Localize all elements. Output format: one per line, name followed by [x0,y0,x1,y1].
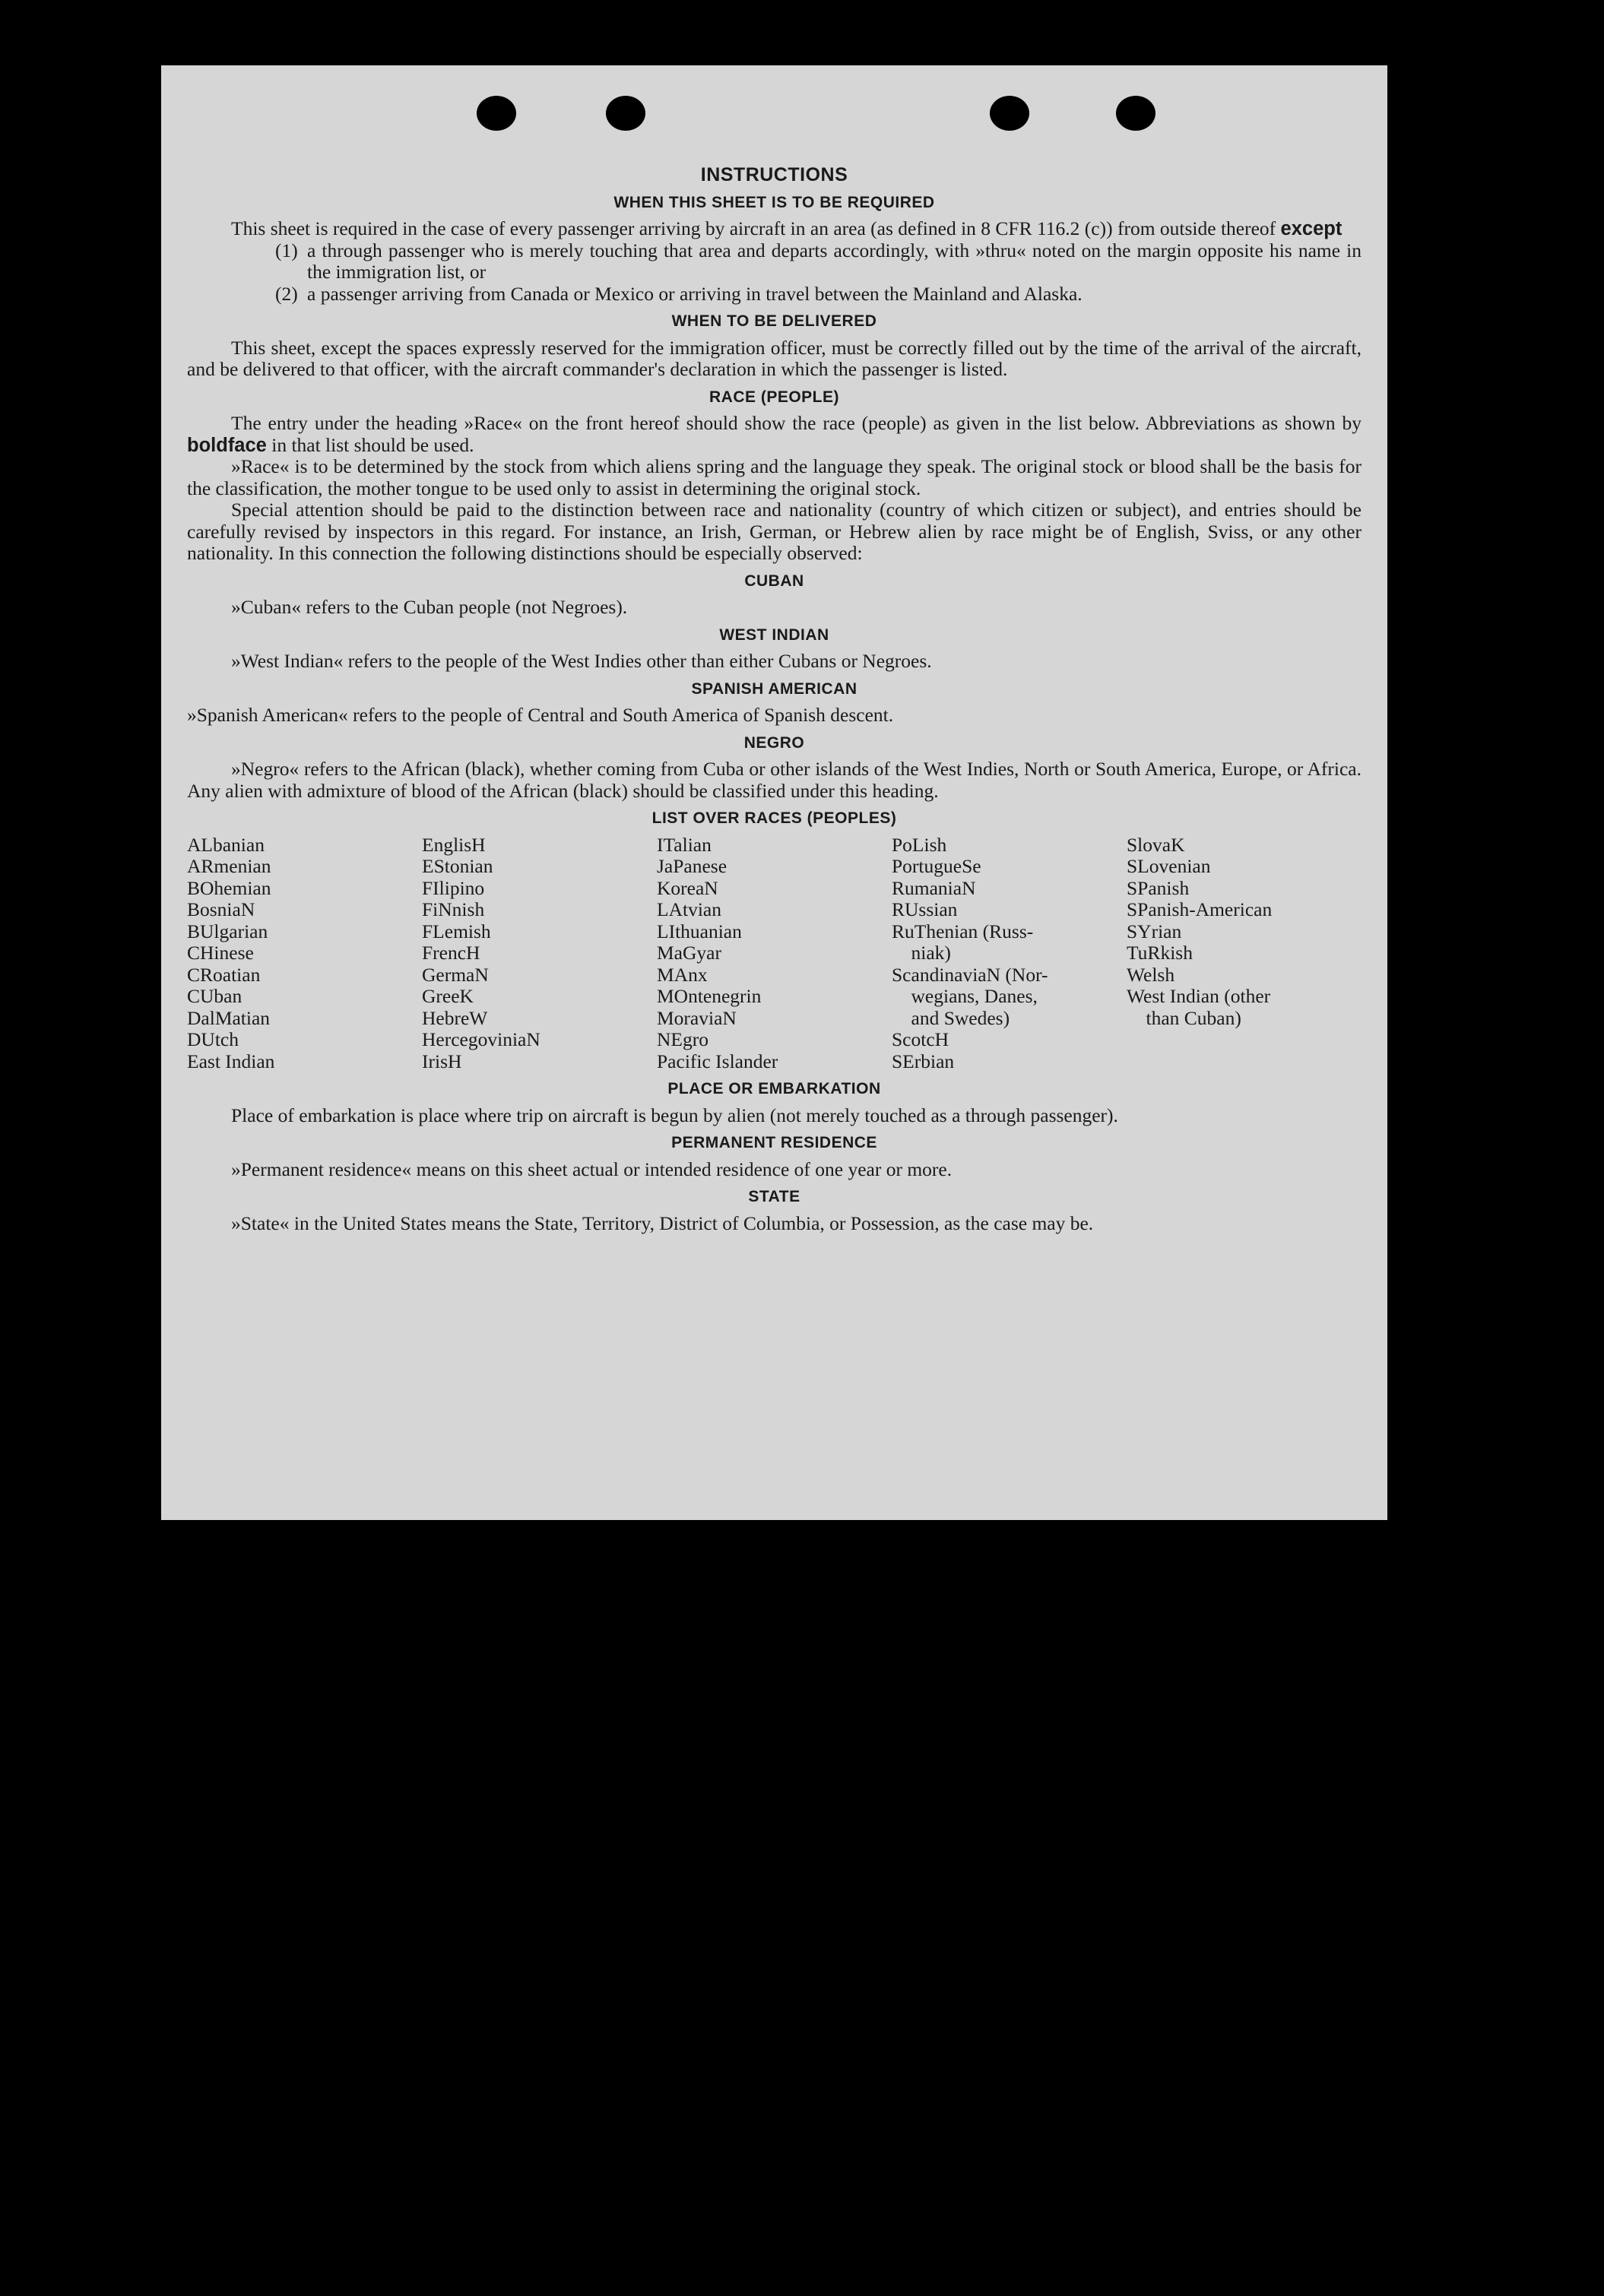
item-text: a passenger arriving from Canada or Mexico or arriving in travel between the Mainland and Alaska. [307,282,1083,305]
race-entry: FiNnish [422,898,485,920]
race-entry: RumaniaN [892,876,976,899]
heading-race: RACE (PEOPLE) [708,388,839,406]
race-entry: PortugueSe [892,855,981,877]
race-entry: EStonian [422,855,493,877]
paragraph-embarkation: Place of embarkation is place where trip on aircraft is begun by alien (not merely touched as a through passenger). [231,1104,1118,1126]
race-entry: GreeK [422,985,474,1007]
paragraph-permanent-residence: »Permanent residence« means on this sheet actual or intended residence of one year or more. [231,1158,953,1180]
race-entry: niak) [892,942,951,964]
race-entry: CUban [187,985,243,1007]
race-entry: MoraviaN [657,1006,737,1029]
race-entry: RuThenian (Russ- [892,920,1034,942]
race-entry: HebreW [422,1006,488,1029]
heading-spanish-american: SPANISH AMERICAN [691,679,857,698]
paragraph-state: »State« in the United States means the State, Territory, District of Columbia, or Possession, as the case may be. [231,1211,1094,1234]
page-title: INSTRUCTIONS [700,164,848,185]
race-entry: CRoatian [187,963,261,986]
punch-hole [606,96,645,131]
required-intro: This sheet is required in the case of every passenger arriving by aircraft in an area (as defined in 8 CFR 116.2 (c)) from outside thereof [231,217,1276,239]
race-entry: SErbian [892,1050,955,1072]
race-entry: ScandinaviaN (Nor- [892,963,1048,986]
race-entry: HercegoviniaN [422,1028,540,1050]
item-number: (1) [275,239,298,261]
heading-west-indian: WEST INDIAN [719,625,829,644]
race-entry: Pacific Islander [657,1050,778,1072]
race-entry: DUtch [187,1028,239,1050]
race-entry: PoLish [892,833,947,856]
race-entry: MOntenegrin [657,985,762,1007]
race-entry: NEgro [657,1028,708,1050]
race-entry: than Cuban) [1127,1006,1241,1029]
race-entry: LIthuanian [657,920,742,942]
race-p1-before: The entry under the heading »Race« on the front hereof should show the race (people) as given in the list below. Abbreviations as shown by [231,412,1361,434]
race-entry: SPanish [1127,876,1190,899]
paragraph-west-indian: »West Indian« refers to the people of the West Indies other than either Cubans or Negroes. [231,650,932,672]
heading-when-required: WHEN THIS SHEET IS TO BE REQUIRED [613,193,935,211]
punch-hole [477,96,516,131]
heading-permanent-residence: PERMANENT RESIDENCE [671,1134,877,1151]
race-entry: BOhemian [187,876,271,899]
race-entry: MaGyar [657,942,721,964]
paragraph-required [187,218,1361,240]
heading-cuban: CUBAN [744,572,804,590]
race-column [657,834,892,1073]
item-number: (2) [275,282,298,305]
race-entry: TuRkish [1127,942,1193,964]
heading-race-list: LIST OVER RACES (PEOPLES) [651,809,897,827]
instructions-content [187,164,1361,1234]
race-entry: BosniaN [187,898,255,920]
punch-hole [1116,96,1155,131]
race-list [187,834,1361,1073]
boldface-word: boldface [187,434,267,456]
paragraph-negro: »Negro« refers to the African (black), whether coming from Cuba or other islands of the West Indies, North or South America, Europe, or Africa. Any alien with admixture of blood of the African (black) should be classified under this heading. [187,758,1361,802]
race-column [187,834,422,1073]
race-entry: BUlgarian [187,920,268,942]
race-entry: ITalian [657,833,712,856]
item-text: a through passenger who is merely touching that area and departs accordingly, with »thru« noted on the margin opposite his name in the immigration list, or [307,239,1361,283]
race-entry: wegians, Danes, [892,985,1038,1007]
race-entry: GermaN [422,963,489,986]
race-entry: JaPanese [657,855,728,877]
race-entry: RUssian [892,898,958,920]
race-entry: IrisH [422,1050,462,1072]
except-word: except [1280,218,1342,239]
race-column [1127,834,1361,1073]
race-entry: ALbanian [187,833,265,856]
race-entry: CHinese [187,942,254,964]
race-entry: DalMatian [187,1006,271,1029]
race-entry: SlovaK [1127,833,1185,856]
race-entry: East Indian [187,1050,275,1072]
race-entry: EnglisH [422,833,486,856]
heading-negro: NEGRO [743,733,805,752]
race-entry: SYrian [1127,920,1182,942]
race-p1-after: in that list should be used. [271,433,474,456]
race-entry: Welsh [1127,963,1175,986]
exception-item-2 [275,283,1361,306]
heading-embarkation: PLACE OR EMBARKATION [667,1080,881,1097]
race-entry: LAtvian [657,898,721,920]
paragraph-race-3: Special attention should be paid to the distinction between race and nationality (country of which citizen or subject), and entries should be carefully revised by inspectors in this regard. For instance, an Irish, German, or Hebrew alien by race might be of English, Sviss, or any other nationality. In this connection the following distinctions should be especially observed: [187,499,1361,564]
race-entry: MAnx [657,963,708,986]
race-entry: FrencH [422,942,480,964]
paragraph-cuban: »Cuban« refers to the Cuban people (not Negroes). [231,596,628,618]
heading-when-delivered: WHEN TO BE DELIVERED [671,312,877,330]
race-entry: ScotcH [892,1028,949,1050]
race-entry: SPanish-American [1127,898,1273,920]
punch-hole [990,96,1029,131]
race-entry: FIlipino [422,876,485,899]
race-entry: ARmenian [187,855,271,877]
paragraph-race-2: »Race« is to be determined by the stock from which aliens spring and the language they speak. The original stock or blood shall be the basis for the classification, the mother tongue to be used only to assist in determining the original stock. [187,455,1361,499]
race-entry: KoreaN [657,876,718,899]
exception-item-1 [275,240,1361,283]
race-entry: and Swedes) [892,1006,1010,1029]
paragraph-spanish-american: »Spanish American« refers to the people of Central and South America of Spanish descent. [187,704,894,726]
paragraph-race-1 [187,413,1361,456]
heading-state: STATE [748,1188,800,1205]
race-column [892,834,1127,1073]
race-entry: FLemish [422,920,491,942]
race-entry: SLovenian [1127,855,1211,877]
race-entry: West Indian (other [1127,985,1271,1007]
instruction-sheet [161,65,1387,1520]
paragraph-delivered: This sheet, except the spaces expressly reserved for the immigration officer, must be correctly filled out by the time of the arrival of the aircraft, and be delivered to that officer, with the aircraft commander's declaration in which the passenger is listed. [187,336,1361,380]
race-column [422,834,657,1073]
